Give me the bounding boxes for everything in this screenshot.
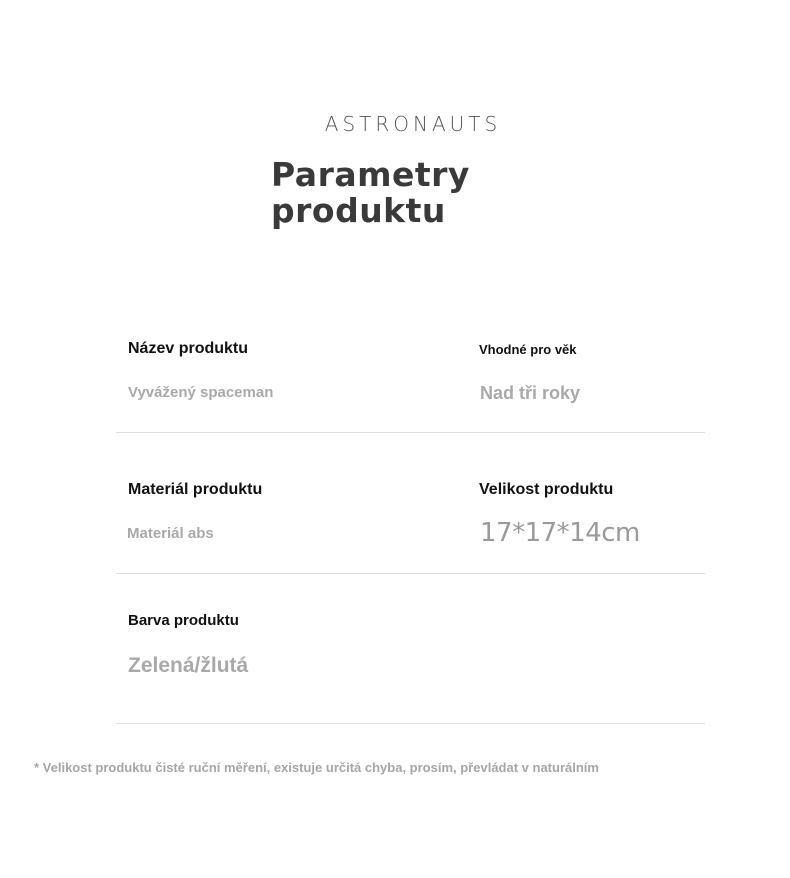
page-title-line-1: Parametry [271, 155, 470, 194]
age-value: Nad tři roky [480, 383, 581, 403]
age-label: Vhodné pro věk [479, 342, 577, 357]
product-name-value: Vyvážený spaceman [128, 384, 274, 401]
size-value: 17*17*14cm [480, 518, 640, 548]
color-value: Zelená/žlutá [128, 654, 249, 677]
page-title-line-2: produktu [271, 191, 446, 230]
material-label: Materiál produktu [128, 481, 263, 498]
footnote: * Velikost produktu čisté ruční měření, existuje určitá chyba, prosím, převládat v naturálním [34, 760, 599, 775]
divider [116, 573, 705, 574]
color-label: Barva produktu [128, 612, 239, 629]
brand-name: ASTRONAUTS [324, 112, 502, 136]
size-label: Velikost produktu [479, 481, 614, 498]
page-title [271, 157, 470, 229]
divider [116, 723, 705, 724]
material-value: Materiál abs [127, 525, 214, 542]
divider [116, 432, 705, 433]
product-name-label: Název produktu [128, 340, 249, 357]
